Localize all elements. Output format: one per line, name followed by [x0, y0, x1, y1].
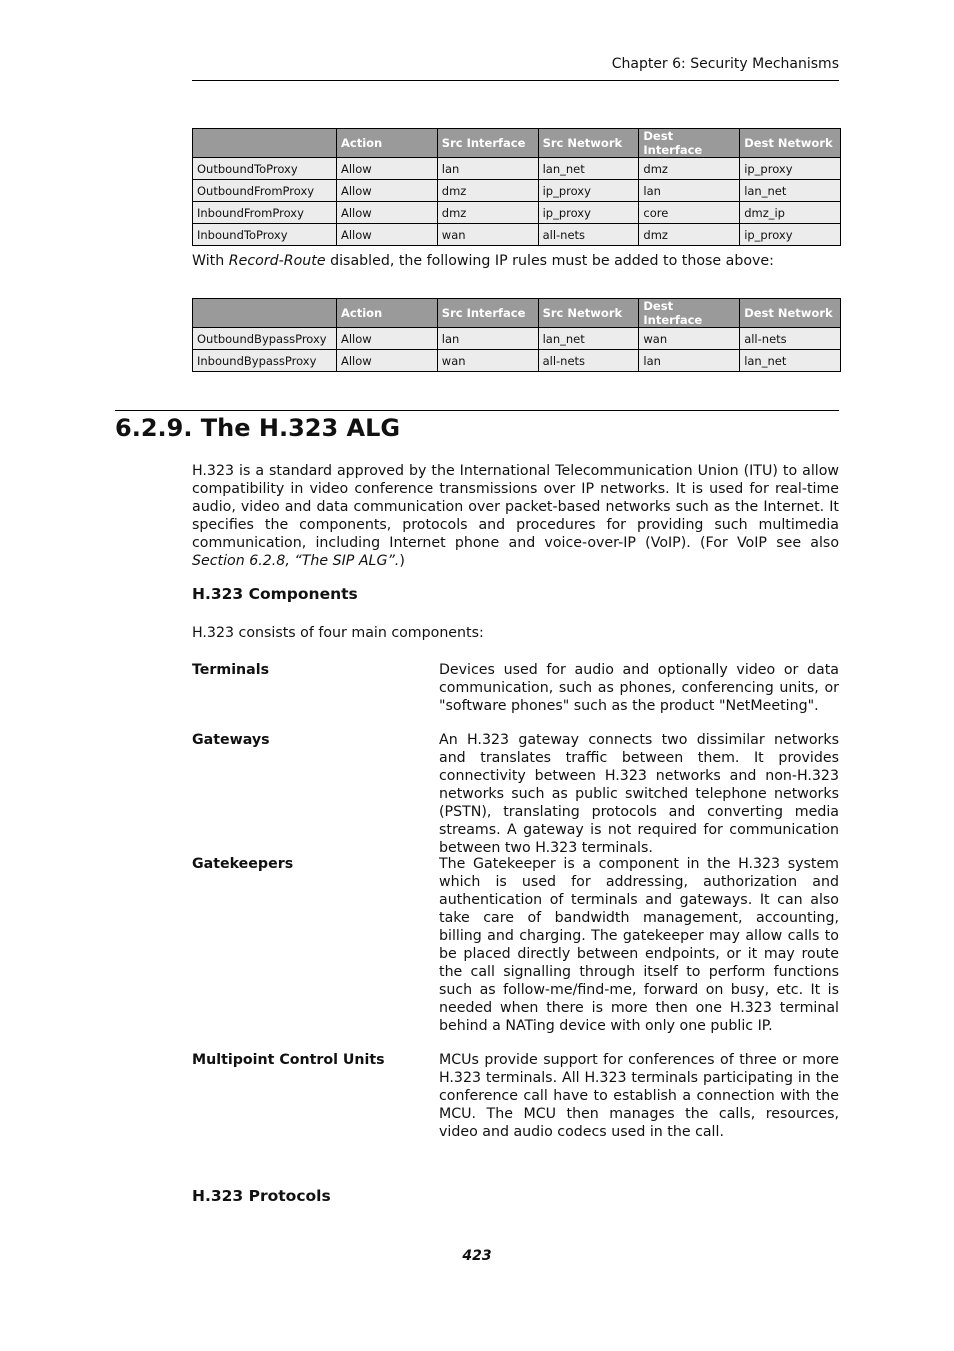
- sip-alg-reference-link[interactable]: Section 6.2.8, “The SIP ALG”.: [192, 553, 400, 570]
- table-cell: Allow: [337, 158, 438, 180]
- table-cell: ip_proxy: [740, 224, 841, 246]
- table-cell: OutboundBypassProxy: [193, 328, 337, 350]
- h323-intro-paragraph: [192, 462, 839, 571]
- table-row: [193, 202, 841, 224]
- column-header: Dest Network: [740, 299, 841, 328]
- definition-gateways: An H.323 gateway connects two dissimilar networks and translates traffic between them. It provides connectivity between H.323 networks and non-H.323 networks such as public switched telephone networks (PSTN), translating protocols and converting media streams. A gateway is not required for communication between two H.323 terminals.: [439, 732, 839, 856]
- table-cell: ip_proxy: [538, 202, 639, 224]
- paragraph-text: ): [399, 553, 405, 570]
- table-cell: OutboundToProxy: [193, 158, 337, 180]
- table-cell: core: [639, 202, 740, 224]
- column-header: [193, 299, 337, 328]
- note-text: disabled, the following IP rules must be added to those above:: [325, 253, 774, 269]
- table-cell: wan: [437, 224, 538, 246]
- protocols-heading: H.323 Protocols: [192, 1187, 331, 1205]
- term-terminals: Terminals: [192, 662, 270, 678]
- bypass-rules-table: [192, 298, 841, 372]
- table-cell: Allow: [337, 328, 438, 350]
- note-emphasis: Record-Route: [228, 253, 326, 269]
- table-cell: InboundBypassProxy: [193, 350, 337, 372]
- column-header: Dest Interface: [639, 129, 740, 158]
- table-cell: ip_proxy: [740, 158, 841, 180]
- column-header: Src Network: [538, 129, 639, 158]
- components-heading: H.323 Components: [192, 585, 358, 603]
- table-cell: OutboundFromProxy: [193, 180, 337, 202]
- table-cell: Allow: [337, 350, 438, 372]
- ip-rules-table: [192, 128, 841, 246]
- table-cell: lan_net: [538, 328, 639, 350]
- table-row: [193, 180, 841, 202]
- table-cell: Allow: [337, 180, 438, 202]
- term-gatekeepers: Gatekeepers: [192, 856, 294, 872]
- page-number: 423: [462, 1248, 492, 1264]
- table-cell: all-nets: [538, 224, 639, 246]
- table-cell: Allow: [337, 202, 438, 224]
- table-cell: all-nets: [740, 328, 841, 350]
- term-gateways: Gateways: [192, 732, 270, 748]
- components-intro: H.323 consists of four main components:: [192, 625, 484, 641]
- definition-terminals: Devices used for audio and optionally video or data communication, such as phones, conferencing units, or "software phones" such as the product "NetMeeting".: [439, 662, 839, 714]
- table-cell: lan: [437, 328, 538, 350]
- note-text: With: [192, 253, 229, 269]
- column-header: Src Interface: [437, 129, 538, 158]
- table-row: [193, 350, 841, 372]
- table-row: [193, 158, 841, 180]
- table-cell: lan: [639, 350, 740, 372]
- table-cell: wan: [437, 350, 538, 372]
- header-divider: [192, 80, 839, 81]
- section-divider: [115, 410, 839, 411]
- table-cell: lan_net: [538, 158, 639, 180]
- column-header: Action: [337, 299, 438, 328]
- chapter-title: Chapter 6: Security Mechanisms: [611, 56, 839, 72]
- table-header-row: [193, 299, 841, 328]
- table-cell: lan: [437, 158, 538, 180]
- table-row: [193, 328, 841, 350]
- table-cell: InboundFromProxy: [193, 202, 337, 224]
- column-header: Dest Interface: [639, 299, 740, 328]
- table-cell: ip_proxy: [538, 180, 639, 202]
- table-cell: dmz: [639, 158, 740, 180]
- table-cell: lan_net: [740, 180, 841, 202]
- column-header: Dest Network: [740, 129, 841, 158]
- table-cell: dmz: [437, 180, 538, 202]
- column-header: [193, 129, 337, 158]
- definition-gatekeepers: The Gatekeeper is a component in the H.323 system which is used for addressing, authorization and authentication of terminals and gateways. It can also take care of bandwidth management, accounting, billing and charging. The gatekeeper may allow calls to be placed directly between endpoints, or it may route the call signalling through itself to perform functions such as follow-me/find-me, forward on busy, etc. It is needed when there is more then one H.323 terminal behind a NATing device with only one public IP.: [439, 856, 839, 1034]
- table-cell: dmz: [437, 202, 538, 224]
- column-header: Action: [337, 129, 438, 158]
- paragraph-text: H.323 is a standard approved by the International Telecommunication Union (ITU) to allow compatibility in video conference transmissions over IP networks. It is used for real-time audio, video and data communication over packet-based networks such as the Internet. It specifies the components, protocols and procedures for providing such multimedia communication, including Internet phone and voice-over-IP (VoIP). (For VoIP see also: [192, 463, 839, 552]
- table-cell: lan_net: [740, 350, 841, 372]
- section-title: 6.2.9. The H.323 ALG: [115, 414, 401, 442]
- column-header: Src Interface: [437, 299, 538, 328]
- table-cell: all-nets: [538, 350, 639, 372]
- record-route-note: [192, 252, 839, 270]
- table-cell: wan: [639, 328, 740, 350]
- column-header: Src Network: [538, 299, 639, 328]
- table-cell: dmz_ip: [740, 202, 841, 224]
- table-cell: InboundToProxy: [193, 224, 337, 246]
- term-multipoint-control-units: Multipoint Control Units: [192, 1052, 385, 1068]
- table-header-row: [193, 129, 841, 158]
- table-row: [193, 224, 841, 246]
- definition-multipoint-control-units: MCUs provide support for conferences of three or more H.323 terminals. All H.323 terminals participating in the conference call have to establish a connection with the MCU. The MCU then manages the calls, resources, video and audio codecs used in the call.: [439, 1052, 839, 1140]
- table-cell: lan: [639, 180, 740, 202]
- table-cell: Allow: [337, 224, 438, 246]
- table-cell: dmz: [639, 224, 740, 246]
